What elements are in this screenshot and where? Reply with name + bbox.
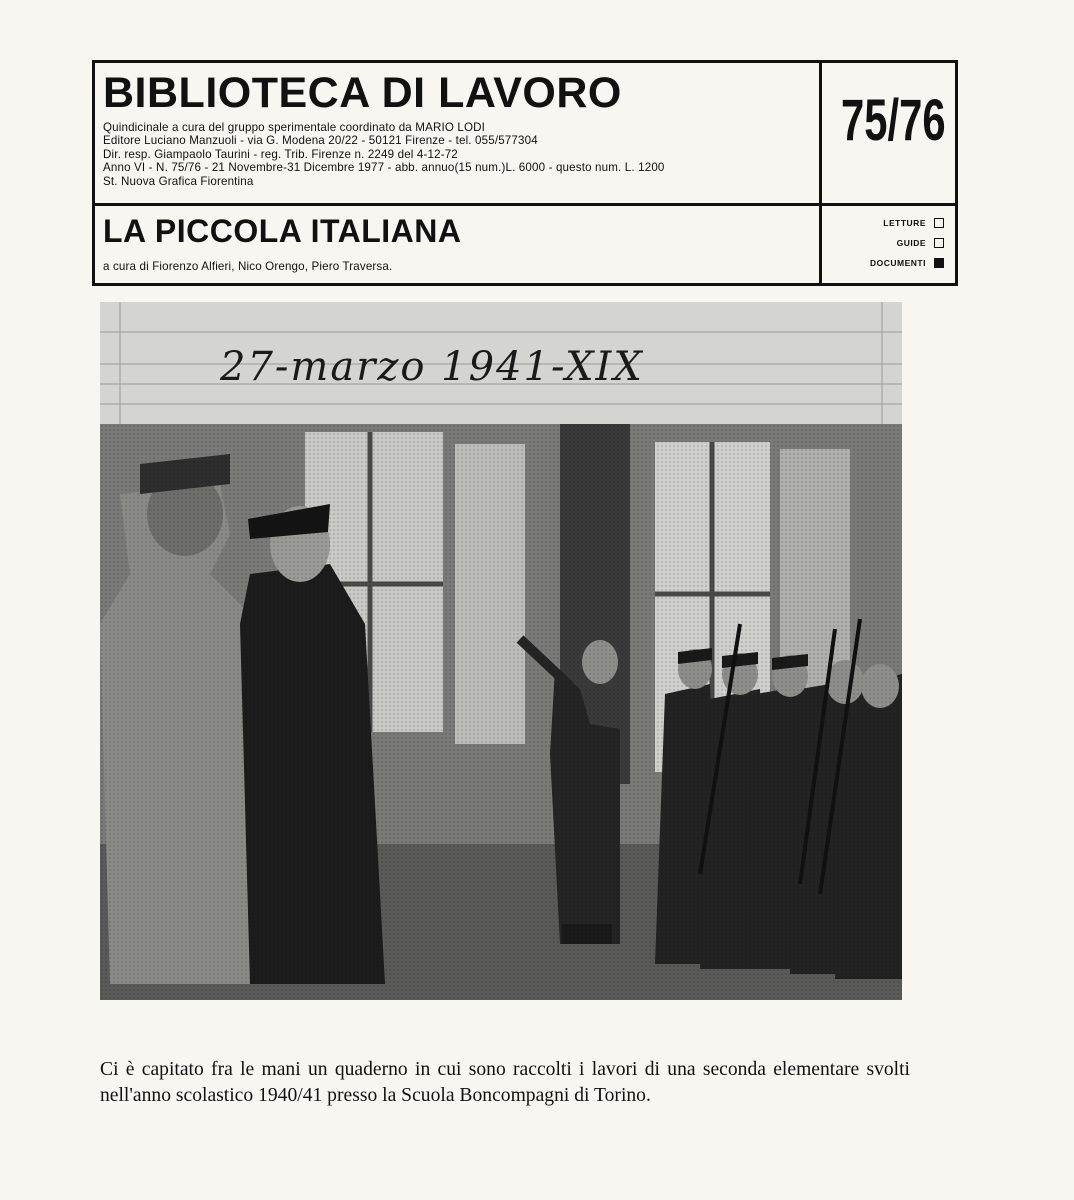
curators-line: a cura di Fiorenzo Alfieri, Nico Orengo, Piero Traversa.: [103, 260, 393, 273]
category-legend: [822, 213, 958, 273]
info-line: St. Nuova Grafica Fiorentina: [103, 174, 254, 188]
historical-photo: [100, 424, 902, 1000]
info-line: Anno VI - N. 75/76 - 21 Novembre-31 Dicembre 1977 - abb. annuo(15 num.)L. 6000 - questo num. L. 1200: [103, 161, 665, 175]
empty-checkbox-icon: [934, 218, 944, 228]
info-line: Editore Luciano Manzuoli - via G. Modena 20/22 - 50121 Firenze - tel. 055/577304: [103, 134, 538, 148]
masthead: [92, 60, 958, 286]
category-guide: [822, 233, 958, 253]
filled-checkbox-icon: [934, 258, 944, 268]
category-documenti: [822, 253, 958, 273]
category-label: GUIDE: [896, 238, 926, 248]
category-label: LETTURE: [883, 218, 926, 228]
empty-checkbox-icon: [934, 238, 944, 248]
notebook-lines: [100, 302, 902, 424]
issue-title: LA PICCOLA ITALIANA: [103, 213, 462, 249]
masthead-horizontal-divider: [95, 203, 955, 206]
issue-number: 75/76: [841, 88, 946, 153]
info-line: Dir. resp. Giampaolo Taurini - reg. Trib. Firenze n. 2249 del 4-12-72: [103, 147, 458, 161]
notebook-strip: [100, 302, 902, 424]
photo-illustration: [100, 424, 902, 1000]
category-letture: [822, 213, 958, 233]
handwritten-date: 27-marzo 1941-XIX: [220, 344, 644, 390]
category-label: DOCUMENTI: [870, 258, 926, 268]
publication-info: [103, 121, 815, 188]
info-line: Quindicinale a cura del gruppo sperimentale coordinato da MARIO LODI: [103, 121, 486, 134]
caption-paragraph: Ci è capitato fra le mani un quaderno in cui sono raccolti i lavori di una seconda elementare svolti nell'anno scolastico 1940/41 presso la Scuola Boncompagni di Torino.: [100, 1058, 910, 1106]
series-title: BIBLIOTECA DI LAVORO: [103, 69, 622, 117]
